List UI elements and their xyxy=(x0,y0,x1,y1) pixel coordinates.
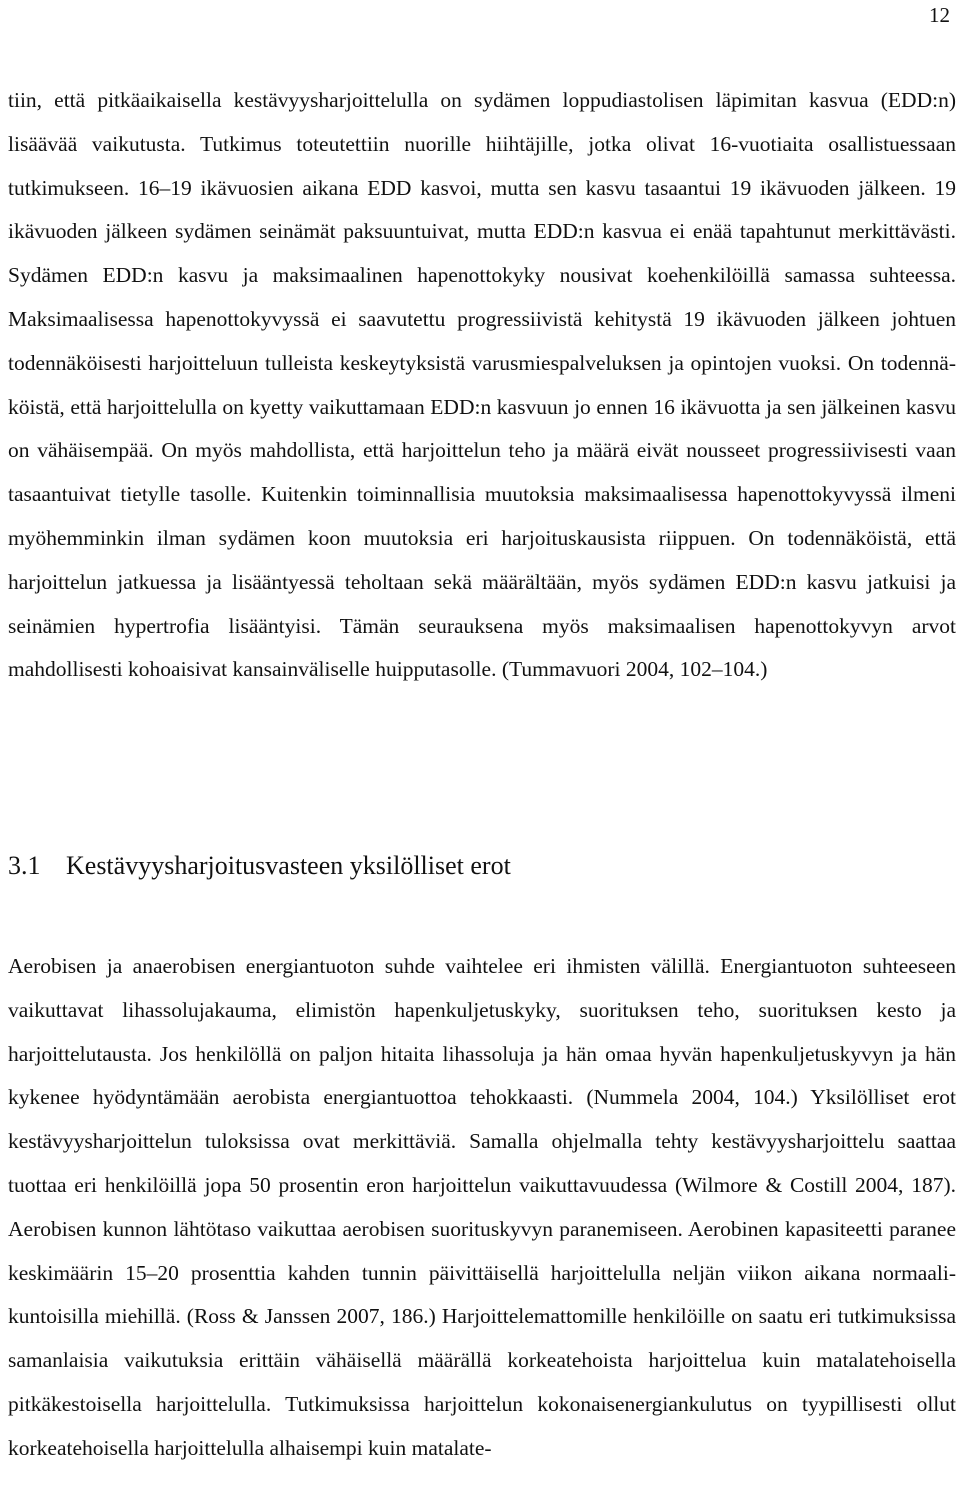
body-paragraph: tiin, että pitkäaikaisella kestävyysharjoittelulla on sydämen loppudiastolisen läpimitan kasvua (EDD:n) lisäävää vaikutusta. Tutkimus toteutettiin nuorille hiihtäjille, jotka olivat 16-vuotiaita osallistuessaan tutkimukseen. 16–19 ikävuosien aikana EDD kasvoi, mutta sen kasvu tasaantui 19 ikävuoden jälkeen. 19 ikävuoden jälkeen sydämen seinämät paksuuntuivat, mutta EDD:n kasvua ei enää tapahtunut merkittävästi. Sydämen EDD:n kasvu ja maksimaalinen hapenottokyky nousivat koehenkilöillä samassa suhteessa. Maksimaalisessa hapenottokyvyssä ei saavutettu progressiivistä kehitystä 19 ikävuoden jälkeen johtuen todennäköisesti harjoitteluun tulleista keskeytyksistä varusmiespalveluksen ja opintojen vuoksi. On todennäköistä, että harjoittelulla on kyetty vaikuttamaan EDD:n kasvuun jo ennen 16 ikävuotta ja sen jälkeinen kasvu on vähäisempää. On myös mahdollista, että harjoittelun teho ja määrä eivät nousseet progressiivisesti vaan tasaantuivat tietylle tasolle. Kuitenkin toiminnallisia muutoksia maksimaalisessa hapenottokyvyssä ilmeni myöhemminkin ilman sydämen koon muutoksia eri harjoituskausista riippuen. On todennäköistä, että harjoittelun jatkuessa ja lisääntyessä teholtaan sekä määrältään, myös sydämen EDD:n kasvu jatkuisi ja seinämien hypertrofia lisääntyisi. Tämän seurauksena myös maksimaalisen hapenottokyvyn arvot mahdollisesti kohoaisivat kansainväliselle huipputasolle. (Tummavuori 2004, 102–104.) xyxy=(8,88,956,682)
body-paragraph: Aerobisen ja anaerobisen energiantuoton suhde vaihtelee eri ihmisten välillä. Energiantuoton suhteeseen vaikuttavat lihassolujakauma, elimistön hapenkuljetuskyky, suorituksen teho, suorituksen kesto ja harjoittelutausta. Jos henkilöllä on paljon hitaita lihassoluja ja hän omaa hyvän hapenkuljetuskyvyn ja hän kykenee hyödyntämään aerobista energiantuottoa tehokkaasti. (Nummela 2004, 104.) Yksilölliset erot kestävyysharjoittelun tuloksissa ovat merkittäviä. Samalla ohjelmalla tehty kestävyysharjoittelu saattaa tuottaa eri henkilöillä jopa 50 prosentin eron harjoittelun vaikuttavuudessa (Wilmore & Costill 2004, 187). Aerobisen kunnon lähtötaso vaikuttaa aerobisen suorituskyvyn paranemiseen. Aerobinen kapasiteetti paranee keskimäärin 15–20 prosenttia kahden tunnin päivittäisellä harjoittelulla neljän viikon aikana normaalikuntoisilla miehillä. (Ross & Janssen 2007, 186.) Harjoittelemattomille henkilöille on saatu eri tutkimuksissa samanlaisia vaikutuksia erittäin vähäisellä määrällä korkeatehoista harjoittelua kuin matalatehoisella pitkäkestoisella harjoittelulla. Tutkimuksissa harjoittelun kokonaisenergiankulutus on tyypillisesti ollut korkeatehoisella harjoittelulla alhaisempi kuin matalate- xyxy=(8,954,956,1460)
section-title: Kestävyysharjoitusvasteen yksilölliset erot xyxy=(66,851,511,880)
page-number: 12 xyxy=(929,3,950,27)
section-number: 3.1 xyxy=(8,851,41,880)
section-heading xyxy=(8,848,511,884)
